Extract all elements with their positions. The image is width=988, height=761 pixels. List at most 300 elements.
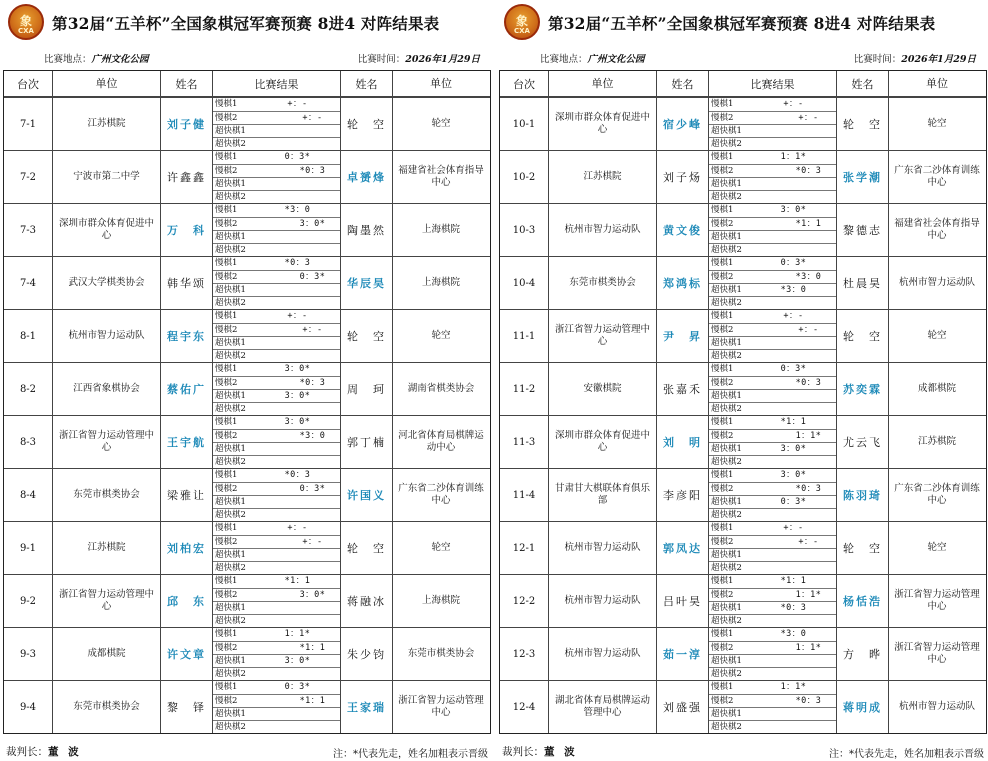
result-cell — [708, 416, 836, 468]
game-score — [255, 178, 340, 190]
player-1-name: 程宇东 — [160, 310, 212, 362]
game-label: 超快棋2 — [711, 457, 742, 467]
unit-2: 轮空 — [888, 310, 985, 362]
game-label: 慢棋2 — [711, 272, 734, 282]
header — [496, 0, 988, 46]
game-score: +：- — [783, 99, 804, 109]
game-score: +：- — [798, 537, 819, 547]
game-label: 超快棋1 — [215, 444, 246, 454]
result-cell — [212, 151, 340, 203]
game-label: 超快棋1 — [711, 550, 742, 560]
results-table — [3, 70, 491, 734]
game-label: 慢棋2 — [215, 696, 238, 706]
unit-1: 深圳市群众体育促进中心 — [52, 204, 160, 256]
result-cell — [212, 363, 340, 415]
player-1-name: 刘 明 — [656, 416, 708, 468]
game-score: *1：1 — [795, 219, 822, 229]
match-row — [4, 97, 490, 150]
unit-1: 浙江省智力运动管理中心 — [52, 575, 160, 627]
venue — [540, 51, 645, 65]
game-label: 慢棋2 — [215, 219, 238, 229]
player-1-name: 李彦阳 — [656, 469, 708, 521]
table-number: 7-4 — [19, 277, 37, 289]
player-2-name: 陶墨然 — [340, 204, 392, 256]
result-cell — [708, 575, 836, 627]
date-label: 比赛时间： — [357, 54, 406, 65]
player-1-name: 许文章 — [160, 628, 212, 680]
referee-label: 裁判长： — [502, 746, 544, 758]
player-2-name: 蒋明成 — [836, 681, 888, 733]
game-score: *1：1 — [780, 576, 807, 586]
game-label: 慢棋1 — [711, 99, 734, 109]
table-number: 7-3 — [19, 224, 37, 236]
game-label: 慢棋1 — [711, 311, 734, 321]
game-score: *0：3 — [299, 166, 326, 176]
game-score — [255, 138, 340, 150]
game-score: *0：3 — [284, 258, 311, 268]
game-score: 1：1* — [780, 682, 807, 692]
game-line — [213, 548, 340, 561]
game-label: 超快棋2 — [215, 192, 246, 202]
game-line — [709, 402, 836, 415]
player-2-name: 王家瑞 — [340, 681, 392, 733]
game-line — [213, 707, 340, 720]
match-row — [500, 680, 986, 733]
game-score — [255, 496, 340, 508]
game-line — [213, 429, 340, 442]
game-label: 慢棋2 — [215, 484, 238, 494]
game-label: 慢棋2 — [215, 113, 238, 123]
game-line — [709, 336, 836, 349]
legend-note: 注：*代表先走，姓名加粗表示晋级 — [829, 749, 984, 760]
game-score — [751, 668, 836, 680]
game-score: *3：0 — [299, 431, 326, 441]
game-label: 慢棋1 — [711, 364, 734, 374]
game-label: 超快棋2 — [215, 404, 246, 414]
game-score: 0：3* — [780, 364, 807, 374]
meta-line — [0, 46, 492, 68]
game-line — [709, 614, 836, 627]
header-unit: 单位 — [392, 71, 489, 96]
game-score — [255, 443, 340, 455]
venue-value: 广州文化公园 — [587, 54, 645, 65]
game-label: 超快棋1 — [711, 709, 742, 719]
game-line — [709, 243, 836, 256]
result-cell — [708, 310, 836, 362]
game-score — [751, 708, 836, 720]
game-score: 1：1* — [795, 431, 822, 441]
result-cell — [708, 257, 836, 309]
result-cell — [708, 681, 836, 733]
game-line — [213, 495, 340, 508]
game-score: 3：0* — [299, 590, 326, 600]
table-number: 11-4 — [512, 489, 536, 501]
game-score: *0：3 — [795, 378, 822, 388]
table-number: 12-4 — [512, 701, 536, 713]
player-1-name: 刘柏宏 — [160, 522, 212, 574]
game-score: 0：3* — [780, 258, 807, 268]
game-line — [213, 508, 340, 521]
player-1-name: 刘子健 — [160, 98, 212, 150]
game-line — [213, 217, 340, 230]
match-row — [4, 521, 490, 574]
cxa-logo — [504, 4, 540, 40]
table-number: 8-4 — [19, 489, 37, 501]
match-row — [4, 362, 490, 415]
game-line — [213, 323, 340, 336]
player-2-name: 方 晔 — [836, 628, 888, 680]
unit-2: 湖南省棋类协会 — [392, 363, 489, 415]
game-label: 超快棋1 — [215, 126, 246, 136]
table-number: 9-3 — [19, 648, 37, 660]
game-line — [213, 204, 340, 217]
player-2-name: 轮 空 — [340, 310, 392, 362]
unit-1: 东莞市棋类协会 — [52, 469, 160, 521]
player-1-name: 郑鸿标 — [656, 257, 708, 309]
game-line — [213, 389, 340, 402]
game-label: 超快棋2 — [215, 510, 246, 520]
header-unit: 单位 — [888, 71, 985, 96]
unit-2: 广东省二沙体育训练中心 — [888, 151, 985, 203]
game-label: 慢棋2 — [215, 272, 238, 282]
game-label: 超快棋2 — [711, 139, 742, 149]
game-label: 超快棋1 — [711, 603, 742, 613]
player-1-name: 尹 昇 — [656, 310, 708, 362]
result-cell — [212, 575, 340, 627]
game-line — [213, 654, 340, 667]
game-line — [709, 111, 836, 124]
unit-2: 上海棋院 — [392, 257, 489, 309]
game-line — [213, 402, 340, 415]
unit-2: 河北省体育局棋牌运动中心 — [392, 416, 489, 468]
game-line — [709, 654, 836, 667]
game-score: *0：3 — [795, 484, 822, 494]
game-label: 慢棋1 — [215, 99, 238, 109]
match-row — [500, 309, 986, 362]
header — [0, 0, 492, 46]
game-label: 超快棋2 — [711, 192, 742, 202]
game-score: *0：3 — [795, 696, 822, 706]
results-table — [499, 70, 987, 734]
result-cell — [708, 628, 836, 680]
player-1-name: 王宇航 — [160, 416, 212, 468]
game-label: 超快棋1 — [711, 338, 742, 348]
game-line — [709, 628, 836, 641]
game-score — [751, 297, 836, 309]
game-score — [751, 350, 836, 362]
match-row — [4, 415, 490, 468]
game-line — [709, 575, 836, 588]
game-score — [255, 509, 340, 521]
game-label: 超快棋2 — [711, 404, 742, 414]
table-header — [4, 71, 490, 97]
header-name: 姓名 — [656, 71, 708, 96]
player-2-name: 华辰昊 — [340, 257, 392, 309]
game-line — [213, 336, 340, 349]
game-label: 超快棋2 — [215, 616, 246, 626]
match-row — [4, 574, 490, 627]
table-number: 7-2 — [19, 171, 37, 183]
game-score: +：- — [302, 325, 323, 335]
player-2-name: 轮 空 — [836, 98, 888, 150]
player-2-name: 周 珂 — [340, 363, 392, 415]
referee — [6, 744, 82, 759]
player-2-name: 陈羽琦 — [836, 469, 888, 521]
match-row — [4, 680, 490, 733]
game-line — [213, 310, 340, 323]
game-label: 慢棋1 — [711, 258, 734, 268]
game-label: 超快棋2 — [215, 457, 246, 467]
game-label: 慢棋1 — [215, 629, 238, 639]
unit-2: 轮空 — [888, 522, 985, 574]
unit-1: 江西省象棋协会 — [52, 363, 160, 415]
player-2-name: 张学潮 — [836, 151, 888, 203]
match-row — [4, 150, 490, 203]
game-line — [709, 98, 836, 111]
game-label: 超快棋2 — [215, 722, 246, 732]
game-score — [751, 337, 836, 349]
game-label: 超快棋1 — [711, 126, 742, 136]
match-row — [4, 256, 490, 309]
result-cell — [212, 257, 340, 309]
game-line — [213, 601, 340, 614]
game-line — [709, 217, 836, 230]
game-score — [751, 178, 836, 190]
result-cell — [212, 416, 340, 468]
game-score: +：- — [783, 311, 804, 321]
game-score: *3：0 — [780, 285, 807, 295]
date — [358, 51, 480, 65]
table-number: 12-1 — [512, 542, 536, 554]
game-label: 慢棋1 — [215, 576, 238, 586]
game-label: 慢棋1 — [711, 682, 734, 692]
result-cell — [708, 363, 836, 415]
game-line — [709, 376, 836, 389]
player-2-name: 轮 空 — [836, 310, 888, 362]
game-line — [213, 270, 340, 283]
player-2-name: 苏奕霖 — [836, 363, 888, 415]
game-score — [255, 403, 340, 415]
game-score — [255, 284, 340, 296]
game-label: 慢棋2 — [711, 378, 734, 388]
game-line — [213, 296, 340, 309]
game-label: 超快棋1 — [215, 497, 246, 507]
logo-text: CXA — [514, 27, 530, 35]
game-label: 超快棋1 — [215, 391, 246, 401]
game-score — [751, 138, 836, 150]
game-score: 1：1* — [795, 590, 822, 600]
game-line — [709, 469, 836, 482]
game-score: +：- — [302, 537, 323, 547]
game-score — [255, 350, 340, 362]
game-line — [709, 548, 836, 561]
venue-label: 比赛地点： — [44, 54, 92, 65]
game-label: 超快棋1 — [711, 232, 742, 242]
game-score — [255, 602, 340, 614]
game-line — [709, 230, 836, 243]
result-cell — [212, 310, 340, 362]
game-label: 超快棋1 — [215, 550, 246, 560]
game-label: 超快棋2 — [711, 351, 742, 361]
game-score — [751, 549, 836, 561]
game-score — [255, 337, 340, 349]
game-line — [213, 230, 340, 243]
game-score: +：- — [798, 325, 819, 335]
game-line — [709, 429, 836, 442]
date-label: 比赛时间： — [853, 54, 902, 65]
result-cell — [708, 522, 836, 574]
unit-1: 安徽棋院 — [548, 363, 656, 415]
game-label: 慢棋1 — [711, 470, 734, 480]
game-score: *0：3 — [795, 166, 822, 176]
player-2-name: 黎德志 — [836, 204, 888, 256]
game-score: +：- — [287, 99, 308, 109]
date-value: 2026年1月29日 — [405, 54, 480, 65]
game-score — [751, 562, 836, 574]
table-number: 8-1 — [19, 330, 37, 342]
match-row — [500, 203, 986, 256]
game-score: +：- — [798, 113, 819, 123]
game-line — [709, 257, 836, 270]
game-line — [213, 628, 340, 641]
game-line — [213, 177, 340, 190]
player-1-name: 刘子炀 — [656, 151, 708, 203]
table-number: 12-3 — [512, 648, 536, 660]
unit-1: 宁波市第二中学 — [52, 151, 160, 203]
table-number: 10-2 — [512, 171, 536, 183]
game-label: 超快棋2 — [215, 139, 246, 149]
game-score: *1：1 — [284, 576, 311, 586]
game-line — [213, 283, 340, 296]
game-line — [213, 124, 340, 137]
table-number: 9-2 — [19, 595, 37, 607]
game-score — [255, 668, 340, 680]
game-label: 超快棋1 — [711, 656, 742, 666]
game-score: 3：0* — [284, 364, 311, 374]
player-1-name: 刘盛强 — [656, 681, 708, 733]
game-label: 慢棋2 — [711, 166, 734, 176]
game-line — [213, 641, 340, 654]
match-rows — [500, 97, 986, 733]
unit-2: 浙江省智力运动管理中心 — [888, 575, 985, 627]
player-1-name: 许鑫鑫 — [160, 151, 212, 203]
player-2-name: 朱少钧 — [340, 628, 392, 680]
game-line — [709, 177, 836, 190]
unit-2: 轮空 — [888, 98, 985, 150]
game-line — [709, 694, 836, 707]
unit-2: 浙江省智力运动管理中心 — [392, 681, 489, 733]
game-score — [255, 456, 340, 468]
game-label: 超快棋2 — [215, 669, 246, 679]
game-line — [709, 707, 836, 720]
unit-1: 深圳市群众体育促进中心 — [548, 98, 656, 150]
game-score — [255, 615, 340, 627]
logo-glyph: 象 — [19, 14, 32, 28]
footer — [0, 742, 492, 760]
game-line — [213, 363, 340, 376]
game-line — [213, 190, 340, 203]
game-score — [255, 191, 340, 203]
game-score: *3：0 — [284, 205, 311, 215]
unit-2: 广东省二沙体育训练中心 — [392, 469, 489, 521]
player-1-name: 吕叶昊 — [656, 575, 708, 627]
unit-1: 湖北省体育局棋牌运动管理中心 — [548, 681, 656, 733]
game-score: *1：1 — [780, 417, 807, 427]
game-label: 超快棋2 — [711, 510, 742, 520]
date — [854, 51, 976, 65]
game-line — [709, 310, 836, 323]
game-line — [213, 469, 340, 482]
game-line — [213, 98, 340, 111]
footer — [496, 742, 988, 760]
game-line — [709, 508, 836, 521]
game-score: 0：3* — [299, 484, 326, 494]
game-label: 超快棋2 — [711, 563, 742, 573]
unit-2: 杭州市智力运动队 — [888, 681, 985, 733]
unit-2: 上海棋院 — [392, 575, 489, 627]
game-score — [751, 509, 836, 521]
unit-2: 轮空 — [392, 310, 489, 362]
game-label: 慢棋2 — [711, 431, 734, 441]
match-row — [500, 362, 986, 415]
game-label: 超快棋1 — [215, 338, 246, 348]
game-label: 慢棋2 — [215, 431, 238, 441]
game-line — [213, 588, 340, 601]
game-line — [709, 482, 836, 495]
referee-label: 裁判长： — [6, 746, 48, 758]
table-number: 11-2 — [512, 383, 536, 395]
game-score: *1：1 — [299, 643, 326, 653]
venue-value: 广州文化公园 — [91, 54, 149, 65]
game-label: 超快棋1 — [215, 603, 246, 613]
table-number: 8-3 — [19, 436, 37, 448]
game-line — [709, 561, 836, 574]
player-1-name: 张嘉禾 — [656, 363, 708, 415]
game-line — [709, 363, 836, 376]
game-line — [709, 296, 836, 309]
game-line — [213, 137, 340, 150]
player-1-name: 梁雅让 — [160, 469, 212, 521]
unit-1: 杭州市智力运动队 — [548, 628, 656, 680]
match-row — [500, 256, 986, 309]
referee-name: 董 波 — [544, 746, 578, 758]
table-number: 12-2 — [512, 595, 536, 607]
game-label: 慢棋2 — [711, 484, 734, 494]
game-line — [709, 190, 836, 203]
match-row — [500, 627, 986, 680]
game-line — [213, 111, 340, 124]
player-2-name: 郭丁楠 — [340, 416, 392, 468]
header-result: 比赛结果 — [212, 71, 340, 96]
game-label: 慢棋1 — [215, 682, 238, 692]
game-score: 3：0* — [780, 470, 807, 480]
player-2-name: 杜晨昊 — [836, 257, 888, 309]
game-line — [213, 151, 340, 164]
player-1-name: 郭凤达 — [656, 522, 708, 574]
unit-1: 甘肃甘大棋联体育俱乐部 — [548, 469, 656, 521]
table-number: 10-3 — [512, 224, 536, 236]
player-1-name: 黄文俊 — [656, 204, 708, 256]
legend-note: 注：*代表先走，姓名加粗表示晋级 — [333, 749, 488, 760]
table-number: 10-4 — [512, 277, 536, 289]
page-title: 第32届“五羊杯”全国象棋冠军赛预赛 8进4 对阵结果表 — [52, 14, 440, 33]
unit-2: 东莞市棋类协会 — [392, 628, 489, 680]
game-line — [709, 204, 836, 217]
header-name: 姓名 — [836, 71, 888, 96]
unit-1: 成都棋院 — [52, 628, 160, 680]
game-label: 慢棋2 — [215, 537, 238, 547]
result-cell — [212, 628, 340, 680]
